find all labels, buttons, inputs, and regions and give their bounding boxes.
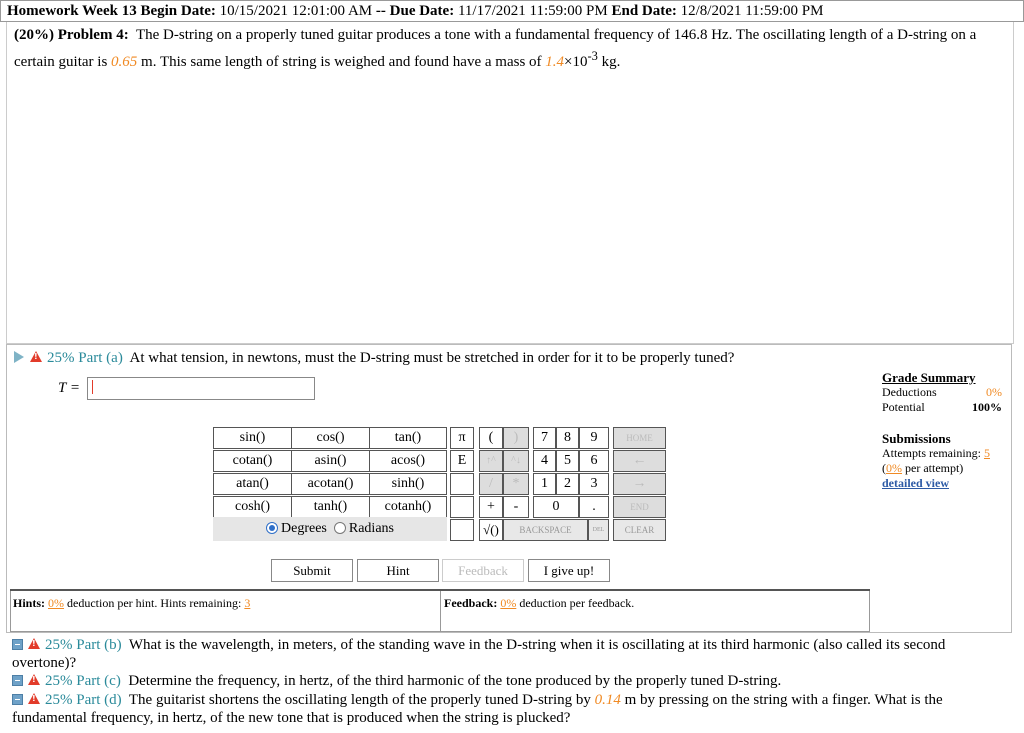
- key-7[interactable]: 7: [533, 427, 556, 449]
- per-attempt-value: 0%: [886, 461, 902, 475]
- warning-icon: [30, 351, 42, 362]
- part-d-value: 0.14: [594, 692, 621, 708]
- cos-button[interactable]: cos(): [291, 427, 370, 449]
- collapse-icon[interactable]: [12, 639, 23, 650]
- right-arrow-icon[interactable]: →: [613, 473, 666, 495]
- hints-deduction: 0%: [48, 596, 65, 610]
- key-2[interactable]: 2: [556, 473, 579, 495]
- per-attempt-label: per attempt): [905, 461, 964, 475]
- detailed-view-row: [882, 476, 1002, 491]
- part-d-percent: 25%: [45, 692, 73, 708]
- warning-icon: [28, 638, 40, 649]
- blank-key: [450, 473, 474, 495]
- problem-text-2: m. This same length of string is weighed and found have a mass of: [141, 54, 542, 70]
- potential-value: 100%: [972, 400, 1002, 414]
- part-b-percent: 25%: [45, 637, 73, 653]
- degrees-label: Degrees: [281, 521, 327, 536]
- deductions-value: 0%: [986, 385, 1002, 399]
- mass-value: 1.4: [545, 54, 565, 70]
- problem-label: Problem 4:: [57, 27, 129, 43]
- collapse-icon[interactable]: [12, 675, 23, 686]
- potential-row: [882, 400, 1002, 415]
- due-label: Due Date:: [389, 3, 455, 19]
- left-arrow-icon[interactable]: ←: [613, 450, 666, 472]
- feedback-deduction: 0%: [500, 596, 517, 610]
- pi-key[interactable]: π: [450, 427, 474, 449]
- grade-summary: [882, 370, 1002, 491]
- attempts-label: Attempts remaining:: [882, 446, 981, 460]
- text-caret: [92, 380, 93, 394]
- part-c-label: Part (c): [76, 673, 121, 689]
- end-key[interactable]: END: [613, 496, 666, 518]
- give-up-button[interactable]: I give up!: [528, 559, 610, 582]
- feedback-info: [444, 596, 634, 611]
- end-date: 12/8/2021 11:59:00 PM: [680, 3, 824, 19]
- feedback-text: deduction per feedback.: [519, 596, 635, 610]
- mass-exponent: -3: [587, 49, 598, 63]
- part-c-row[interactable]: [12, 672, 781, 690]
- part-b-question: What is the wavelength, in meters, of the standing wave in the D-string when it is oscillating at its third harmonic (also called its second: [128, 637, 946, 653]
- expand-play-icon[interactable]: [14, 351, 24, 363]
- problem-text-1: The D-string on a properly tuned guitar produces a tone with a fundamental frequency of 146.8 Hz. The oscillating length of a D-string on a certain guitar is: [14, 27, 977, 70]
- asin-button[interactable]: asin(): [291, 450, 370, 472]
- feedback-button[interactable]: Feedback: [442, 559, 524, 582]
- part-b-label: Part (b): [76, 637, 122, 653]
- part-d-question-cont: fundamental frequency, in hertz, of the new tone that is produced when the string is plucked?: [12, 710, 571, 726]
- problem-statement: [14, 25, 1004, 73]
- blank-key-3: [450, 519, 474, 541]
- down-arrow-icon[interactable]: ^↓: [503, 450, 529, 472]
- hint-button[interactable]: Hint: [357, 559, 439, 582]
- warning-icon: [28, 674, 40, 685]
- radians-label: Radians: [348, 521, 394, 536]
- part-b-row[interactable]: [12, 636, 1012, 672]
- atan-button[interactable]: atan(): [213, 473, 292, 495]
- clear-key[interactable]: CLEAR: [613, 519, 666, 541]
- part-d-label: Part (d): [76, 692, 122, 708]
- plus-key[interactable]: +: [479, 496, 503, 518]
- part-a-percent: 25%: [47, 350, 75, 366]
- key-6[interactable]: 6: [579, 450, 609, 472]
- tension-input[interactable]: [87, 377, 315, 400]
- rparen-key[interactable]: ): [503, 427, 529, 449]
- part-a-header: [14, 349, 734, 367]
- minus-key[interactable]: -: [503, 496, 529, 518]
- deductions-row: [882, 385, 1002, 400]
- key-5[interactable]: 5: [556, 450, 579, 472]
- divide-key[interactable]: /: [479, 473, 503, 495]
- hints-feedback-panel: [10, 591, 870, 632]
- part-c-percent: 25%: [45, 673, 73, 689]
- problem-weight: (20%): [14, 27, 54, 43]
- potential-label: Potential: [882, 400, 925, 414]
- mass-unit-prefix: ×10: [564, 54, 588, 70]
- hw-title: Homework Week 13: [7, 3, 137, 19]
- part-a-label: Part (a): [78, 350, 123, 366]
- key-1[interactable]: 1: [533, 473, 556, 495]
- key-8[interactable]: 8: [556, 427, 579, 449]
- multiply-key[interactable]: *: [503, 473, 529, 495]
- sqrt-key[interactable]: √(): [479, 519, 503, 541]
- attempts-row: [882, 446, 1002, 461]
- part-d-row[interactable]: [12, 691, 1012, 727]
- submissions-title: Submissions: [882, 431, 951, 446]
- key-0[interactable]: 0: [533, 496, 579, 518]
- warning-icon: [28, 693, 40, 704]
- angle-mode-row: [213, 517, 447, 541]
- key-3[interactable]: 3: [579, 473, 609, 495]
- deductions-label: Deductions: [882, 385, 937, 399]
- end-label: End Date:: [611, 3, 677, 19]
- sin-button[interactable]: sin(): [213, 427, 292, 449]
- problem-panel: [6, 22, 1014, 344]
- part-a-question: At what tension, in newtons, must the D-string must be stretched in order for it to be properly tuned?: [129, 350, 735, 366]
- e-key[interactable]: E: [450, 450, 474, 472]
- sinh-button[interactable]: sinh(): [369, 473, 447, 495]
- blank-key-2: [450, 496, 474, 518]
- detailed-view-link[interactable]: detailed view: [882, 476, 949, 490]
- key-4[interactable]: 4: [533, 450, 556, 472]
- decimal-key[interactable]: .: [579, 496, 609, 518]
- tension-label: T =: [58, 380, 80, 396]
- home-key[interactable]: HOME: [613, 427, 666, 449]
- tan-button[interactable]: tan(): [369, 427, 447, 449]
- feedback-label: Feedback:: [444, 596, 498, 610]
- cotanh-button[interactable]: cotanh(): [369, 496, 447, 518]
- assignment-header: [0, 0, 1024, 22]
- acotan-button[interactable]: acotan(): [291, 473, 370, 495]
- hints-feedback-separator: [440, 591, 441, 632]
- up-arrow-icon[interactable]: ↑^: [479, 450, 503, 472]
- part-c-question: Determine the frequency, in hertz, of the third harmonic of the tone produced by the properly tuned D-string.: [128, 673, 782, 689]
- part-d-question-a: The guitarist shortens the oscillating length of the properly tuned D-string by: [128, 692, 591, 708]
- part-b-question-cont: overtone)?: [12, 655, 77, 671]
- cosh-button[interactable]: cosh(): [213, 496, 292, 518]
- begin-date: 10/15/2021 12:01:00 AM: [219, 3, 373, 19]
- attempts-value: 5: [983, 446, 990, 460]
- grade-summary-title: Grade Summary: [882, 370, 976, 385]
- key-9[interactable]: 9: [579, 427, 609, 449]
- tanh-button[interactable]: tanh(): [291, 496, 370, 518]
- length-value: 0.65: [111, 54, 138, 70]
- separator: --: [375, 3, 386, 19]
- collapse-icon[interactable]: [12, 694, 23, 705]
- hints-info: [13, 596, 250, 611]
- hints-remaining: 3: [244, 596, 251, 610]
- degrees-radio[interactable]: [266, 522, 278, 534]
- mass-unit: kg.: [601, 54, 621, 70]
- lparen-key[interactable]: (: [479, 427, 503, 449]
- submit-button[interactable]: Submit: [271, 559, 353, 582]
- radians-radio[interactable]: [334, 522, 346, 534]
- del-key[interactable]: DEL: [588, 519, 609, 541]
- begin-label: Begin Date:: [140, 3, 216, 19]
- per-attempt-row: (0% per attempt): [882, 461, 964, 475]
- due-date: 11/17/2021 11:59:00 PM: [457, 3, 608, 19]
- acos-button[interactable]: acos(): [369, 450, 447, 472]
- backspace-key[interactable]: BACKSPACE: [503, 519, 588, 541]
- part-d-question-b: m by pressing on the string with a finger. What is the: [624, 692, 943, 708]
- hints-text: deduction per hint. Hints remaining:: [67, 596, 242, 610]
- cotan-button[interactable]: cotan(): [213, 450, 292, 472]
- hints-label: Hints:: [13, 596, 46, 610]
